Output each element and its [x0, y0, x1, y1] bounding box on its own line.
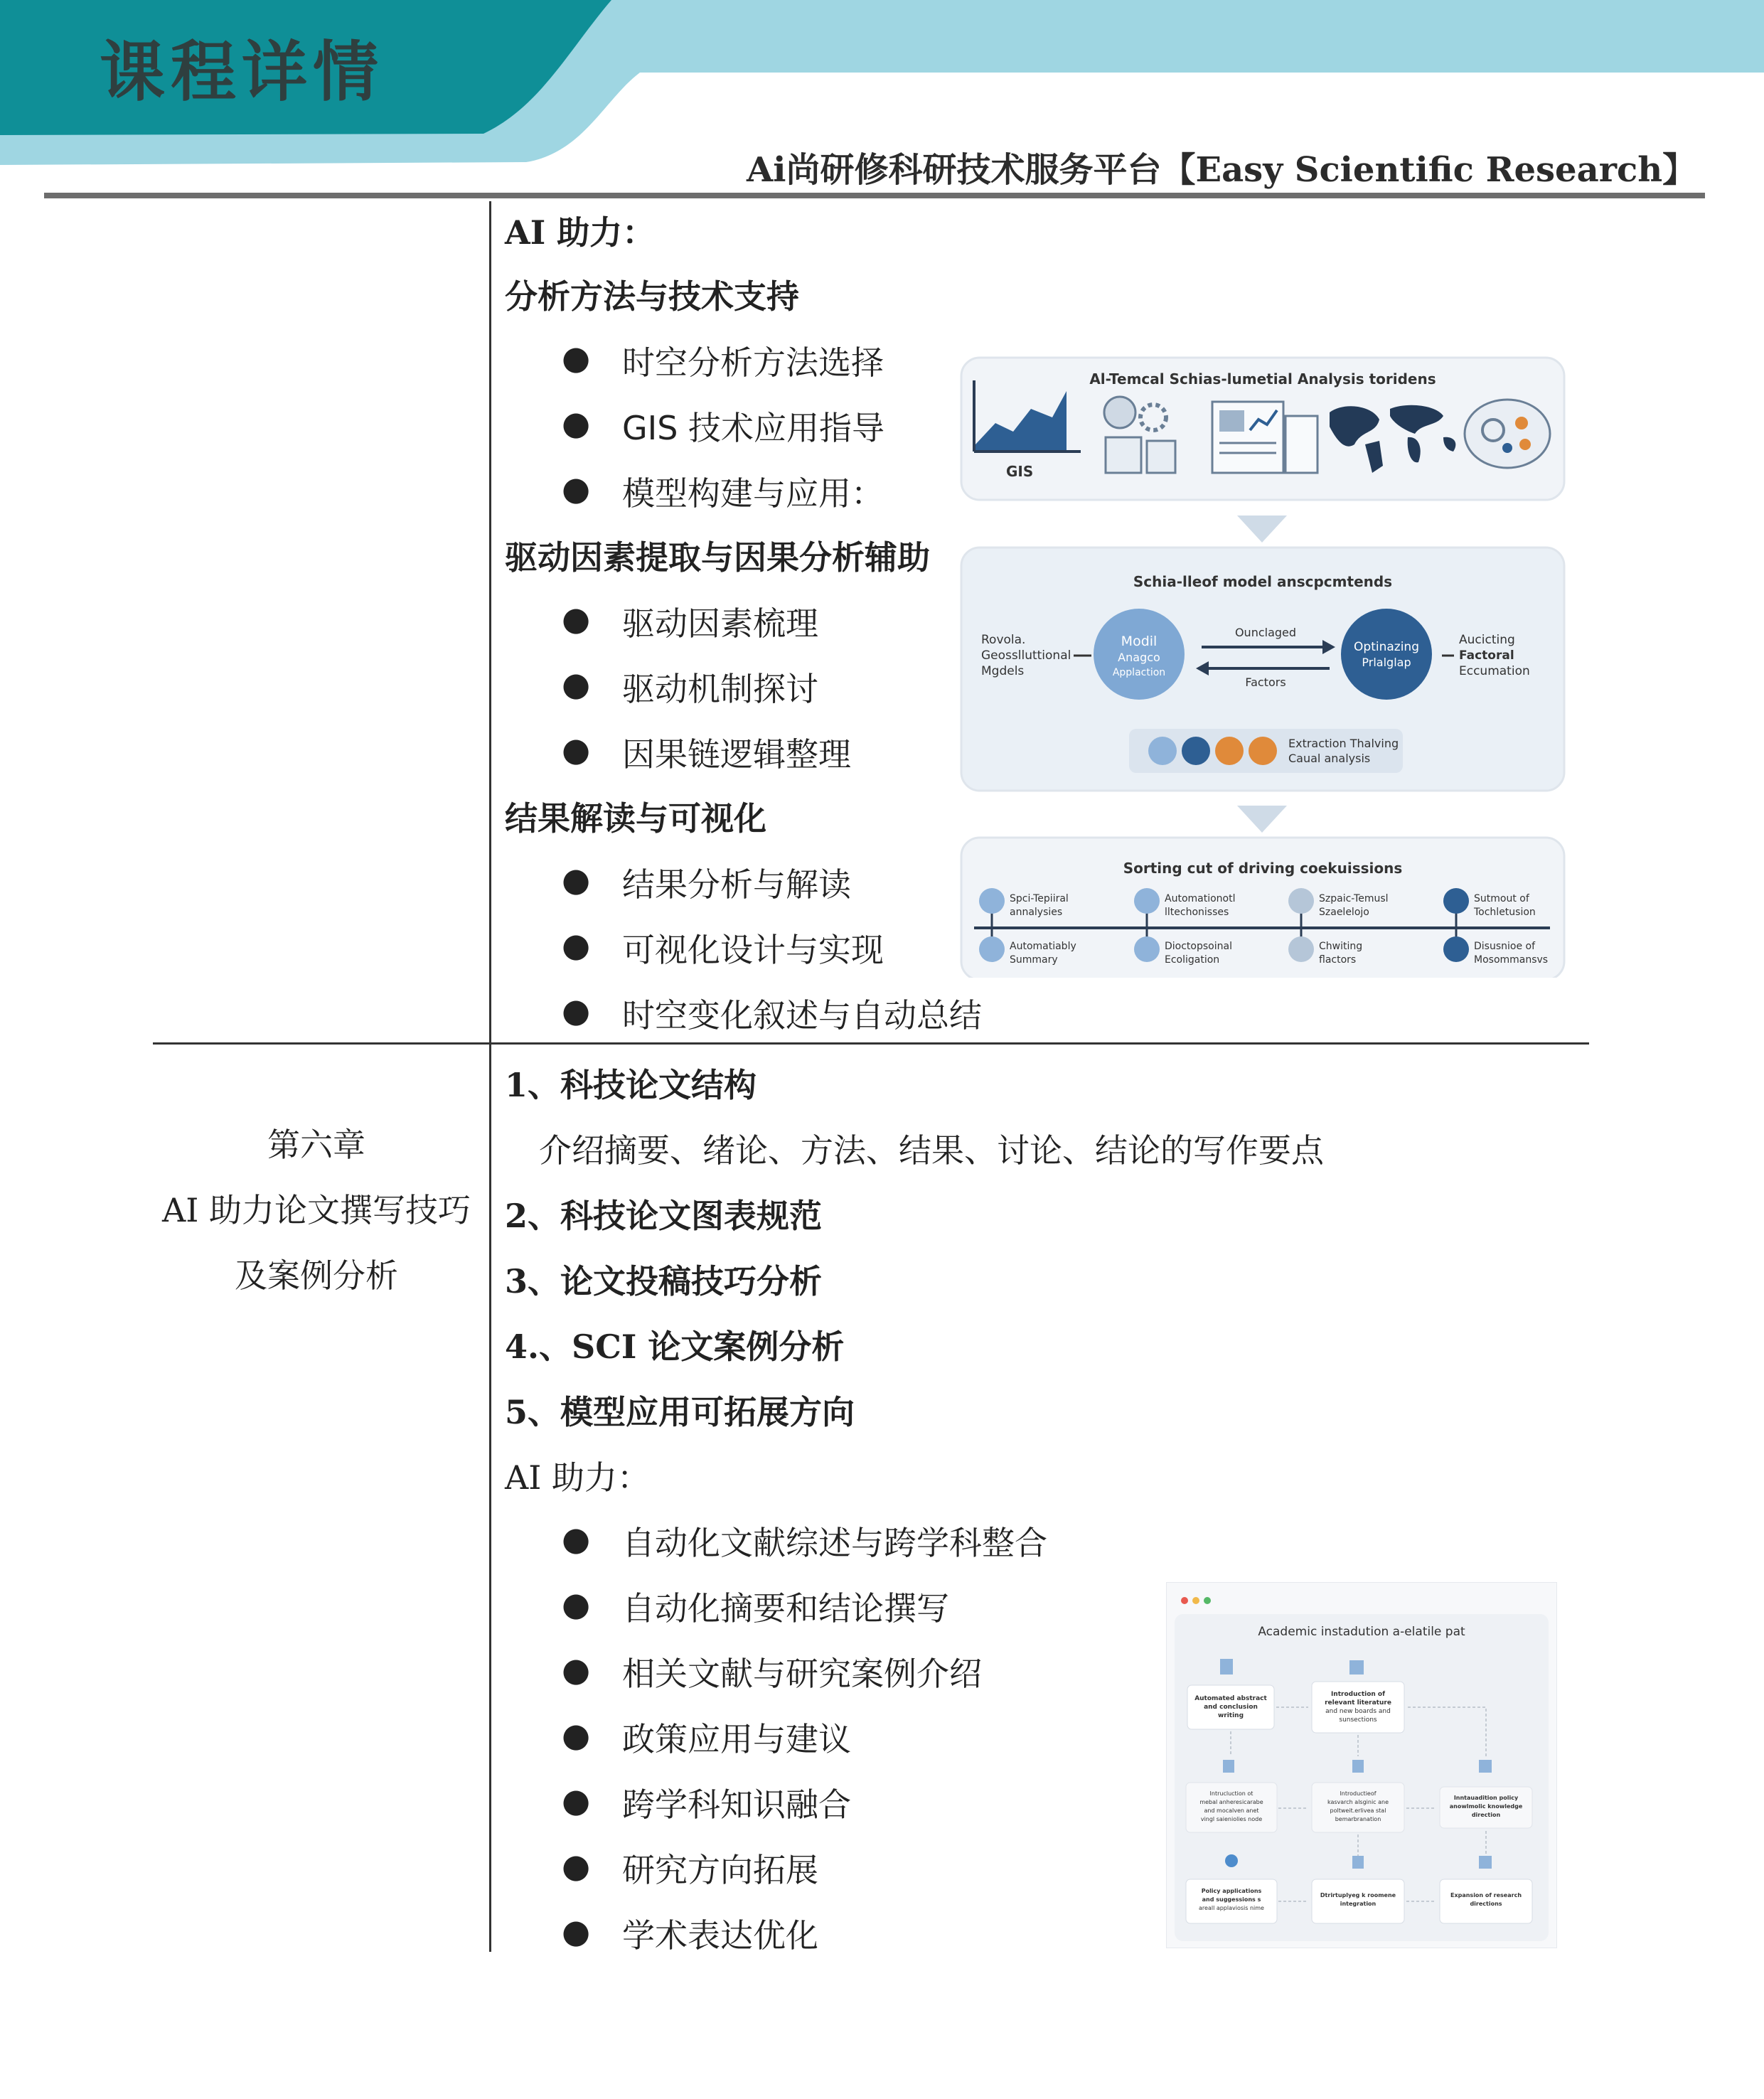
bullet-item: 时空变化叙述与自动总结: [622, 996, 982, 1035]
bullet-item: 时空分析方法选择: [622, 343, 884, 382]
bullet-item: 自动化文献综述与跨学科整合: [622, 1524, 1047, 1562]
section-description: 介绍摘要、绪论、方法、结果、讨论、结论的写作要点: [539, 1131, 1324, 1170]
section-heading: 3、论文投稿技巧分析: [505, 1262, 823, 1300]
table-column-divider: [489, 201, 491, 1952]
section-heading: 1、科技论文结构: [505, 1066, 757, 1104]
card-text: direction: [1471, 1812, 1501, 1818]
timeline-label: Sutmout of: [1474, 893, 1529, 904]
figure-title: Academic instadution a-elatile pat: [1258, 1625, 1465, 1639]
card-text: integration: [1340, 1901, 1377, 1907]
card-text: kasvarch alsginic ane: [1327, 1799, 1389, 1805]
bullet-dot: ●: [562, 730, 591, 769]
window-minimize-dot: [1192, 1597, 1199, 1604]
card-text: areall applaviosis nime: [1199, 1905, 1264, 1911]
bullet-item: 驱动因素梳理: [622, 604, 818, 643]
bullet-item: 结果分析与解读: [622, 865, 851, 904]
bullet-item: 可视化设计与实现: [622, 931, 884, 969]
card-text: Introductieof: [1340, 1790, 1377, 1797]
document-icon: [1479, 1760, 1492, 1773]
timeline-label: Automatiably: [1010, 941, 1076, 952]
model-node: [1341, 609, 1432, 700]
window-close-dot: [1181, 1597, 1188, 1604]
platform-name: Ai尚研修科研技术服务平台【Easy Scientific Research】: [747, 150, 1697, 190]
figure-label: Geosslluttional: [981, 648, 1071, 663]
bullet-item: 自动化摘要和结论撰写: [622, 1589, 949, 1628]
legend-text: Caual analysis: [1288, 752, 1371, 765]
timeline-label: lltechonisses: [1165, 907, 1229, 918]
bullet-dot: ●: [562, 991, 591, 1030]
card-text: and mocalven anet: [1204, 1807, 1259, 1814]
timeline-label: Automationotl: [1165, 893, 1236, 904]
gis-label: GIS: [1006, 463, 1034, 480]
chapter-title: 及案例分析: [235, 1256, 398, 1295]
card-text: Policy applications: [1201, 1888, 1262, 1894]
bullet-dot: ●: [562, 1716, 591, 1754]
bullet-item: 驱动机制探讨: [622, 670, 818, 708]
card-text: Introduction of: [1330, 1691, 1386, 1698]
timeline-label: Tochletusion: [1474, 907, 1536, 918]
bullet-dot: ●: [562, 599, 591, 638]
card-text: anowlmolic knowledge: [1449, 1803, 1523, 1810]
card-text: Dtrirtuplyeg k roomene: [1320, 1892, 1396, 1898]
figure-label: Aucicting: [1459, 633, 1515, 647]
node-label: Anagco: [1118, 651, 1160, 664]
node-label: Prlalglap: [1362, 656, 1411, 669]
timeline-label: Ecoligation: [1165, 954, 1220, 966]
card-text: Intrucluction ot: [1209, 1790, 1253, 1797]
bullet-item: 研究方向拓展: [622, 1851, 818, 1889]
card-text: and suggessions s: [1202, 1896, 1261, 1903]
header-rule: [44, 193, 1705, 198]
timeline-label: Mosommansvs: [1474, 954, 1549, 966]
ai-assist-heading: AI 助力：: [505, 213, 656, 252]
card-text: vingl saieniolies node: [1200, 1816, 1263, 1822]
bullet-item: 政策应用与建议: [622, 1720, 851, 1758]
card-text: directions: [1470, 1901, 1502, 1907]
document-icon: [1220, 1659, 1233, 1675]
card-text: Inntauadition policy: [1453, 1795, 1519, 1801]
document-icon: [1352, 1856, 1364, 1869]
section-heading: 5、模型应用可拓展方向: [505, 1393, 855, 1431]
page-title: 课程详情: [100, 34, 385, 110]
table-row-divider: [153, 1042, 1589, 1045]
timeline-label: Spci-Tepiiral: [1010, 893, 1069, 904]
bullet-dot: ●: [562, 860, 591, 899]
figure-label: Eccumation: [1459, 664, 1530, 678]
figure-label: Mgdels: [981, 664, 1025, 678]
bullet-dot: ●: [562, 1519, 591, 1558]
card-text: Expansion of research: [1450, 1892, 1522, 1898]
card-text: poltweit.erlivea stal: [1330, 1807, 1386, 1814]
timeline-label: Summary: [1010, 954, 1058, 966]
group-title: 分析方法与技术支持: [505, 277, 799, 316]
section-heading: 4.、SCI 论文案例分析: [505, 1328, 845, 1366]
arrow-label: Factors: [1245, 675, 1286, 689]
bullet-item: 相关文献与研究案例介绍: [622, 1655, 982, 1693]
ai-assist-heading: AI 助力：: [505, 1458, 651, 1497]
timeline-label: Dioctopsoinal: [1165, 941, 1232, 952]
group-title: 驱动因素提取与因果分析辅助: [505, 538, 930, 577]
bullet-item: 学术表达优化: [622, 1916, 818, 1955]
analysis-workflow-figure: [946, 352, 1571, 978]
node-label: Applaction: [1112, 667, 1166, 678]
figure-panel-title: Al-Temcal Schias-lumetial Analysis toridens: [1089, 370, 1436, 388]
card-text: Automated abstract: [1194, 1695, 1267, 1702]
window-zoom-dot: [1204, 1597, 1211, 1604]
bullet-dot: ●: [562, 338, 591, 377]
bullet-dot: ●: [562, 1912, 591, 1950]
bullet-item: 模型构建与应用：: [622, 474, 884, 513]
arrow-label: Ounclaged: [1234, 626, 1297, 639]
network-cloud-icon: [1465, 400, 1550, 468]
timeline-label: flactors: [1319, 954, 1357, 966]
node-label: Optinazing: [1354, 640, 1419, 654]
bullet-item: GIS 技术应用指导: [622, 409, 885, 447]
chapter-title: AI 助力论文撰写技巧: [161, 1191, 471, 1229]
bullet-item: 因果链逻辑整理: [622, 735, 851, 774]
card-text: writing: [1217, 1712, 1244, 1719]
card-text: and new boards and: [1325, 1708, 1391, 1715]
timeline-label: Szpaic-Temusl: [1319, 893, 1389, 904]
bullet-item: 跨学科知识融合: [622, 1785, 851, 1824]
chapter-label: 第六章: [267, 1126, 365, 1164]
timeline-label: Szaelelojo: [1319, 907, 1369, 918]
document-icon: [1223, 1760, 1234, 1773]
flow-card: [1312, 1682, 1404, 1733]
timeline-label: annalysies: [1010, 907, 1063, 918]
bullet-dot: ●: [562, 1585, 591, 1623]
card-text: relevant literature: [1325, 1699, 1391, 1707]
bullet-dot: ●: [562, 404, 591, 442]
timeline-label: Disusnioe of: [1474, 941, 1536, 952]
figure-label: Rovola.: [981, 633, 1026, 647]
group-title: 结果解读与可视化: [505, 799, 766, 838]
bullet-dot: ●: [562, 1650, 591, 1689]
card-text: mebal anheresicarabe: [1199, 1799, 1263, 1805]
section-heading: 2、科技论文图表规范: [505, 1197, 823, 1235]
bullet-dot: ●: [562, 926, 591, 964]
bullet-dot: ●: [562, 1781, 591, 1820]
bullet-dot: ●: [562, 665, 591, 703]
document-icon: [1479, 1856, 1492, 1869]
figure-label: Factoral: [1459, 648, 1514, 663]
document-icon: [1349, 1660, 1364, 1675]
figure-panel-title: Sorting cut of driving coekuissions: [1123, 860, 1403, 877]
node-label: Modil: [1121, 634, 1158, 649]
card-text: and conclusion: [1204, 1704, 1258, 1711]
bullet-dot: ●: [562, 1847, 591, 1885]
timeline-label: Chwiting: [1319, 941, 1363, 952]
document-icon: [1352, 1760, 1364, 1773]
academic-writing-figure: [1166, 1582, 1557, 1948]
bullet-dot: ●: [562, 469, 591, 508]
figure-panel-title: Schia-lleof model anscpcmtends: [1133, 573, 1393, 590]
card-text: sunsections: [1339, 1716, 1377, 1724]
legend-text: Extraction Thalving: [1288, 737, 1399, 750]
globe-icon: [1225, 1854, 1238, 1867]
card-text: bemarbranation: [1335, 1816, 1381, 1822]
